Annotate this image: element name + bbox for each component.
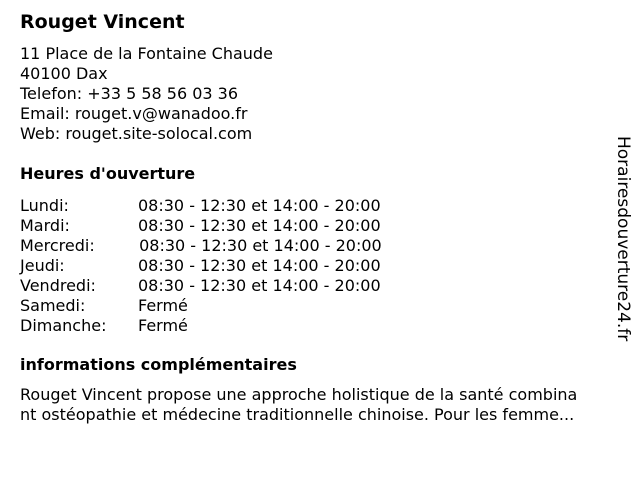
site-watermark [610,136,636,346]
hours-row-tuesday [20,216,620,236]
hours-row-wednesday [20,236,620,256]
day-label: Mercredi: [20,236,95,255]
day-label: Lundi: [20,196,69,215]
business-name: Rouget Vincent [20,11,185,33]
hours-row-monday [20,196,620,216]
day-hours: 08:30 - 12:30 et 14:00 - 20:00 [138,276,381,295]
address-city: 40100 Dax [20,64,108,83]
email-line[interactable]: Email: rouget.v@wanadoo.fr [20,104,248,123]
day-hours: Fermé [138,296,188,315]
hours-row-friday [20,276,620,296]
info-line: Rouget Vincent propose une approche holistique de la santé combina [20,385,578,404]
day-label: Jeudi: [20,256,65,275]
hours-row-saturday [20,296,620,316]
web-line[interactable]: Web: rouget.site-solocal.com [20,124,253,143]
day-label: Vendredi: [20,276,96,295]
address-street: 11 Place de la Fontaine Chaude [20,44,273,63]
day-label: Mardi: [20,216,70,235]
watermark-text: Horairesdouverture24.fr [613,136,633,342]
hours-row-sunday [20,316,620,336]
day-hours: 08:30 - 12:30 et 14:00 - 20:00 [138,256,381,275]
day-label: Dimanche: [20,316,107,335]
phone-line[interactable]: Telefon: +33 5 58 56 03 36 [20,84,239,103]
hours-row-thursday [20,256,620,276]
day-hours: Fermé [138,316,188,335]
day-hours: 08:30 - 12:30 et 14:00 - 20:00 [138,196,381,215]
day-hours: 08:30 - 12:30 et 14:00 - 20:00 [134,236,382,255]
info-description [20,385,620,425]
business-card [20,10,620,425]
info-heading: informations complémentaires [20,355,297,374]
day-label: Samedi: [20,296,86,315]
contact-block [20,44,620,144]
day-hours: 08:30 - 12:30 et 14:00 - 20:00 [138,216,381,235]
hours-table [20,196,620,336]
hours-heading: Heures d'ouverture [20,164,196,183]
info-line: nt ostéopathie et médecine traditionnelle chinoise. Pour les femme... [20,405,575,424]
